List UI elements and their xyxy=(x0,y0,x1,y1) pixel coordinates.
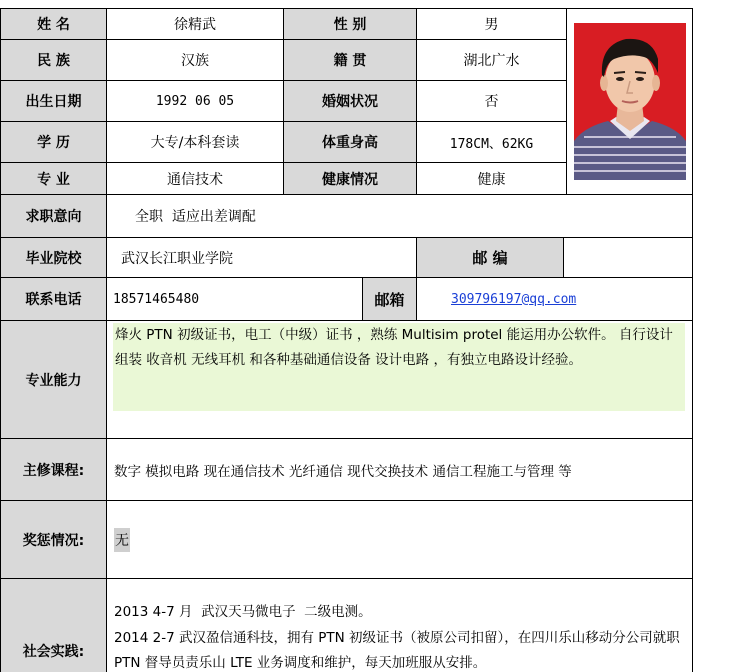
intent-value: 全职 适应出差调配 xyxy=(107,195,693,238)
practice-line-1: 2013 4-7 月 武汉天马微电子 二级电测。 xyxy=(114,604,372,620)
awards-label: 奖惩情况: xyxy=(0,501,107,579)
email-label: 邮箱 xyxy=(363,278,417,321)
phone-label: 联系电话 xyxy=(0,278,107,321)
postcode-value xyxy=(564,238,693,278)
name-label: 姓 名 xyxy=(0,8,107,40)
email-link[interactable]: 309796197@qq.com xyxy=(451,291,577,307)
profile-photo xyxy=(574,23,686,180)
education-value: 大专/本科套读 xyxy=(107,122,284,163)
courses-value: 数字 模拟电路 现在通信技术 光纤通信 现代交换技术 通信工程施工与管理 等 xyxy=(107,439,693,501)
awards-value: 无 xyxy=(114,528,130,552)
marital-label: 婚姻状况 xyxy=(284,81,417,122)
postcode-label: 邮 编 xyxy=(417,238,564,278)
practice-line-2: 2014 2-7 武汉盈信通科技，拥有 PTN 初级证书（被原公司扣留），在四川乐山移动分公司就职 PTN 督导员责乐山 LTE 业务调度和维护，每天加班服从安排。 xyxy=(114,630,680,671)
gender-value: 男 xyxy=(417,8,567,40)
skills-text: 烽火 PTN 初级证书，电工（中级）证书 ，熟练 Multisim protel 能运用办公软件。 自行设计组装 收音机 无线耳机 和各种基础通信设备 设计电路 ，有独立电路设计经验。 xyxy=(113,323,685,411)
body-value: 178CM、62KG xyxy=(417,122,567,163)
body-label: 体重身高 xyxy=(284,122,417,163)
origin-value: 湖北广水 xyxy=(417,40,567,81)
ethnicity-label: 民 族 xyxy=(0,40,107,81)
ethnicity-value: 汉族 xyxy=(107,40,284,81)
school-label: 毕业院校 xyxy=(0,238,107,278)
awards-cell xyxy=(107,501,693,579)
major-value: 通信技术 xyxy=(107,163,284,195)
birth-label: 出生日期 xyxy=(0,81,107,122)
health-label: 健康情况 xyxy=(284,163,417,195)
birth-value: 1992 06 05 xyxy=(107,81,284,122)
education-label: 学 历 xyxy=(0,122,107,163)
phone-value: 18571465480 xyxy=(107,278,363,321)
skills-label: 专业能力 xyxy=(0,321,107,439)
marital-value: 否 xyxy=(417,81,567,122)
courses-label: 主修课程: xyxy=(0,439,107,501)
major-label: 专 业 xyxy=(0,163,107,195)
intent-label: 求职意向 xyxy=(0,195,107,238)
practice-label: 社会实践: xyxy=(0,579,107,672)
gender-label: 性 别 xyxy=(284,8,417,40)
health-value: 健康 xyxy=(417,163,567,195)
name-value: 徐精武 xyxy=(107,8,284,40)
origin-label: 籍 贯 xyxy=(284,40,417,81)
school-value: 武汉长江职业学院 xyxy=(107,238,417,278)
portrait-image xyxy=(574,23,686,180)
email-cell xyxy=(417,278,693,321)
